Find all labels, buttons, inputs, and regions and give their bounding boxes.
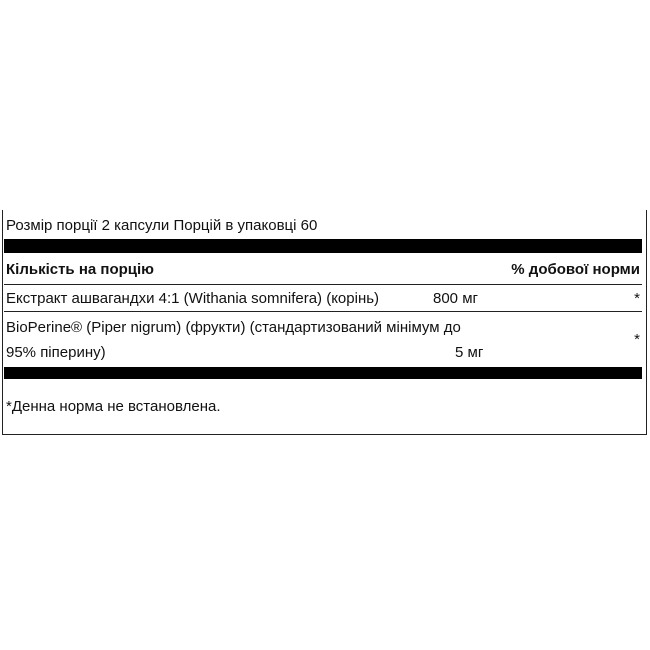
ingredient-name-continued: 95% піперину)	[6, 344, 106, 361]
ingredient-name: BioPerine® (Piper nigrum) (фрукти) (стандартизований мінімум до	[6, 319, 461, 336]
ingredient-amount: 5 мг	[455, 344, 484, 361]
daily-value-header: % добової норми	[511, 261, 640, 278]
ingredient-amount: 800 мг	[433, 290, 478, 307]
divider-line	[4, 284, 642, 285]
thick-divider-bottom	[4, 367, 642, 379]
ingredient-daily-value: *	[634, 290, 640, 307]
amount-per-serving-header: Кількість на порцію	[6, 261, 154, 278]
ingredient-daily-value: *	[634, 331, 640, 348]
divider-line	[4, 311, 642, 312]
serving-size-text: Розмір порції 2 капсули Порцій в упаковці 60	[6, 217, 318, 234]
thick-divider-top	[4, 239, 642, 253]
footnote: *Денна норма не встановлена.	[6, 398, 221, 415]
ingredient-name: Екстракт ашвагандхи 4:1 (Withania somnifera) (корінь)	[6, 290, 380, 307]
